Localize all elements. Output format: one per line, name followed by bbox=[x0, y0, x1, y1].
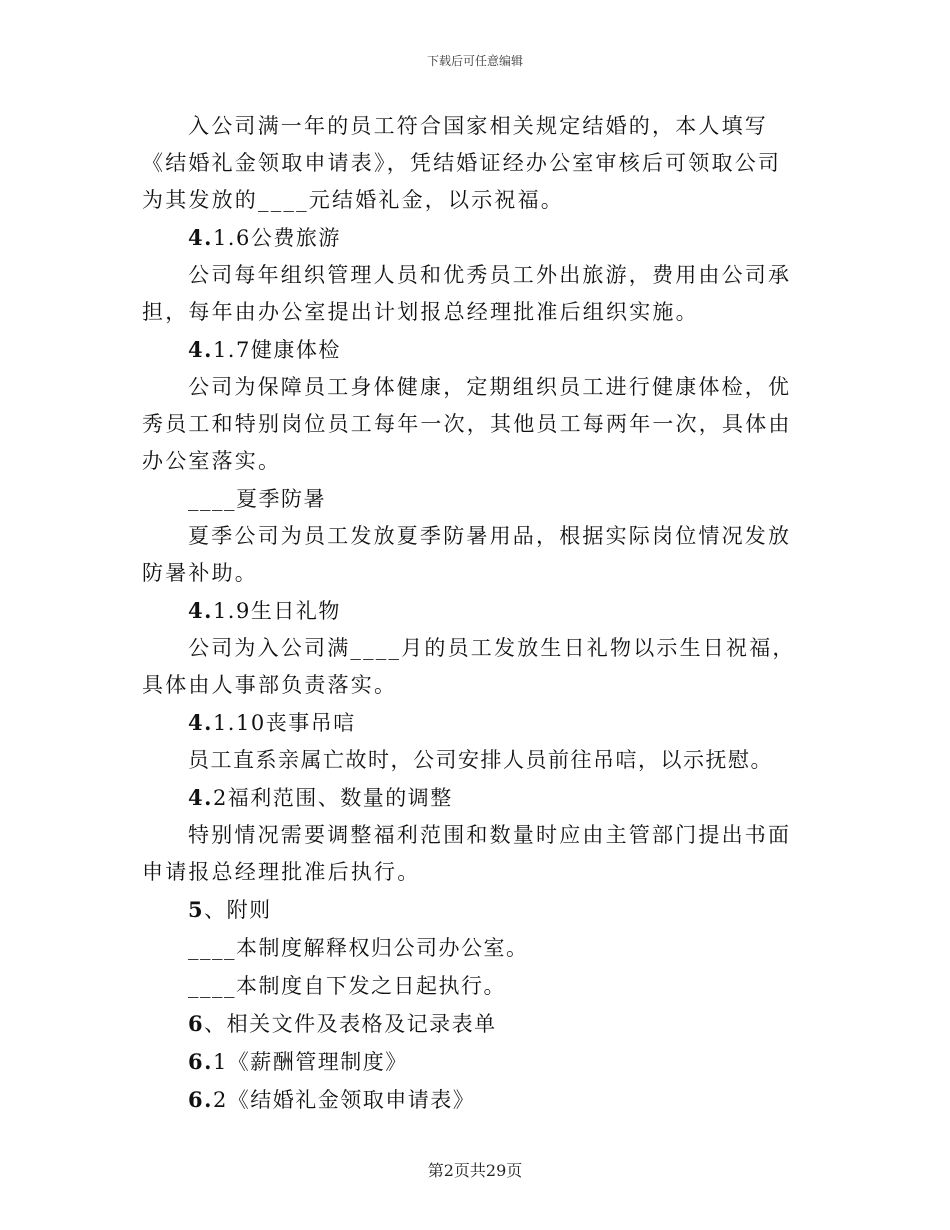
section-title: 1.10丧事吊唁 bbox=[212, 711, 356, 735]
section-heading bbox=[142, 1005, 804, 1043]
section-heading bbox=[142, 219, 804, 257]
section-heading bbox=[142, 480, 804, 518]
section-number: 4. bbox=[188, 598, 213, 623]
paragraph: 公司为保障员工身体健康，定期组织员工进行健康体检，优秀员工和特别岗位员工每年一次，其他员工每两年一次，具体由办公室落实。 bbox=[142, 375, 792, 473]
section-title: ____夏季防暑 bbox=[188, 487, 326, 511]
section-heading bbox=[142, 891, 804, 929]
paragraph: 夏季公司为员工发放夏季防暑用品，根据实际岗位情况发放防暑补助。 bbox=[142, 524, 792, 585]
page-footer: 第2页共29页 bbox=[427, 1161, 523, 1180]
section-number: 6. bbox=[188, 1049, 213, 1074]
list-item bbox=[142, 967, 804, 1005]
section-title: 、相关文件及表格及记录表单 bbox=[204, 1012, 497, 1036]
section-heading bbox=[142, 1043, 804, 1081]
section-heading bbox=[142, 779, 804, 817]
paragraph: 公司每年组织管理人员和优秀员工外出旅游，费用由公司承担，每年由办公室提出计划报总经理批准后组织实施。 bbox=[142, 263, 792, 324]
document-body bbox=[142, 108, 804, 1119]
section-number: 4. bbox=[188, 225, 213, 250]
section-title: 1《薪酬管理制度》 bbox=[212, 1050, 408, 1074]
section-title: 1.9生日礼物 bbox=[212, 599, 341, 623]
section-heading bbox=[142, 592, 804, 630]
section-title: 、附则 bbox=[204, 898, 272, 922]
section-title: 1.7健康体检 bbox=[212, 338, 341, 362]
section-number: 4. bbox=[188, 337, 213, 362]
section-number: 5 bbox=[188, 897, 205, 922]
page-header: 下载后可任意编辑 bbox=[426, 54, 523, 68]
paragraph-text: 员工直系亲属亡故时，公司安排人员前往吊唁，以示抚慰。 bbox=[188, 748, 773, 772]
list-item bbox=[142, 929, 804, 967]
section-title: 2福利范围、数量的调整 bbox=[212, 786, 453, 810]
section-title: 1.6公费旅游 bbox=[212, 226, 341, 250]
paragraph: 公司为入公司满____月的员工发放生日礼物以示生日祝福，具体由人事部负责落实。 bbox=[142, 636, 796, 697]
section-number: 4. bbox=[188, 710, 213, 735]
paragraph: 特别情况需要调整福利范围和数量时应由主管部门提出书面申请报总经理批准后执行。 bbox=[142, 823, 792, 884]
section-title: 2《结婚礼金领取申请表》 bbox=[212, 1088, 476, 1112]
section-heading bbox=[142, 704, 804, 742]
list-item-text: ____本制度自下发之日起执行。 bbox=[188, 974, 506, 998]
section-number: 4. bbox=[188, 785, 213, 810]
paragraph: 入公司满一年的员工符合国家相关规定结婚的，本人填写《结婚礼金领取申请表》，凭结婚证经办公室审核后可领取公司为其发放的____元结婚礼金，以示祝福。 bbox=[142, 114, 782, 212]
section-heading bbox=[142, 331, 804, 369]
section-number: 6 bbox=[188, 1011, 205, 1036]
paragraph bbox=[142, 742, 804, 779]
list-item-text: ____本制度解释权归公司办公室。 bbox=[188, 936, 529, 960]
section-heading bbox=[142, 1081, 804, 1119]
section-number: 6. bbox=[188, 1087, 213, 1112]
